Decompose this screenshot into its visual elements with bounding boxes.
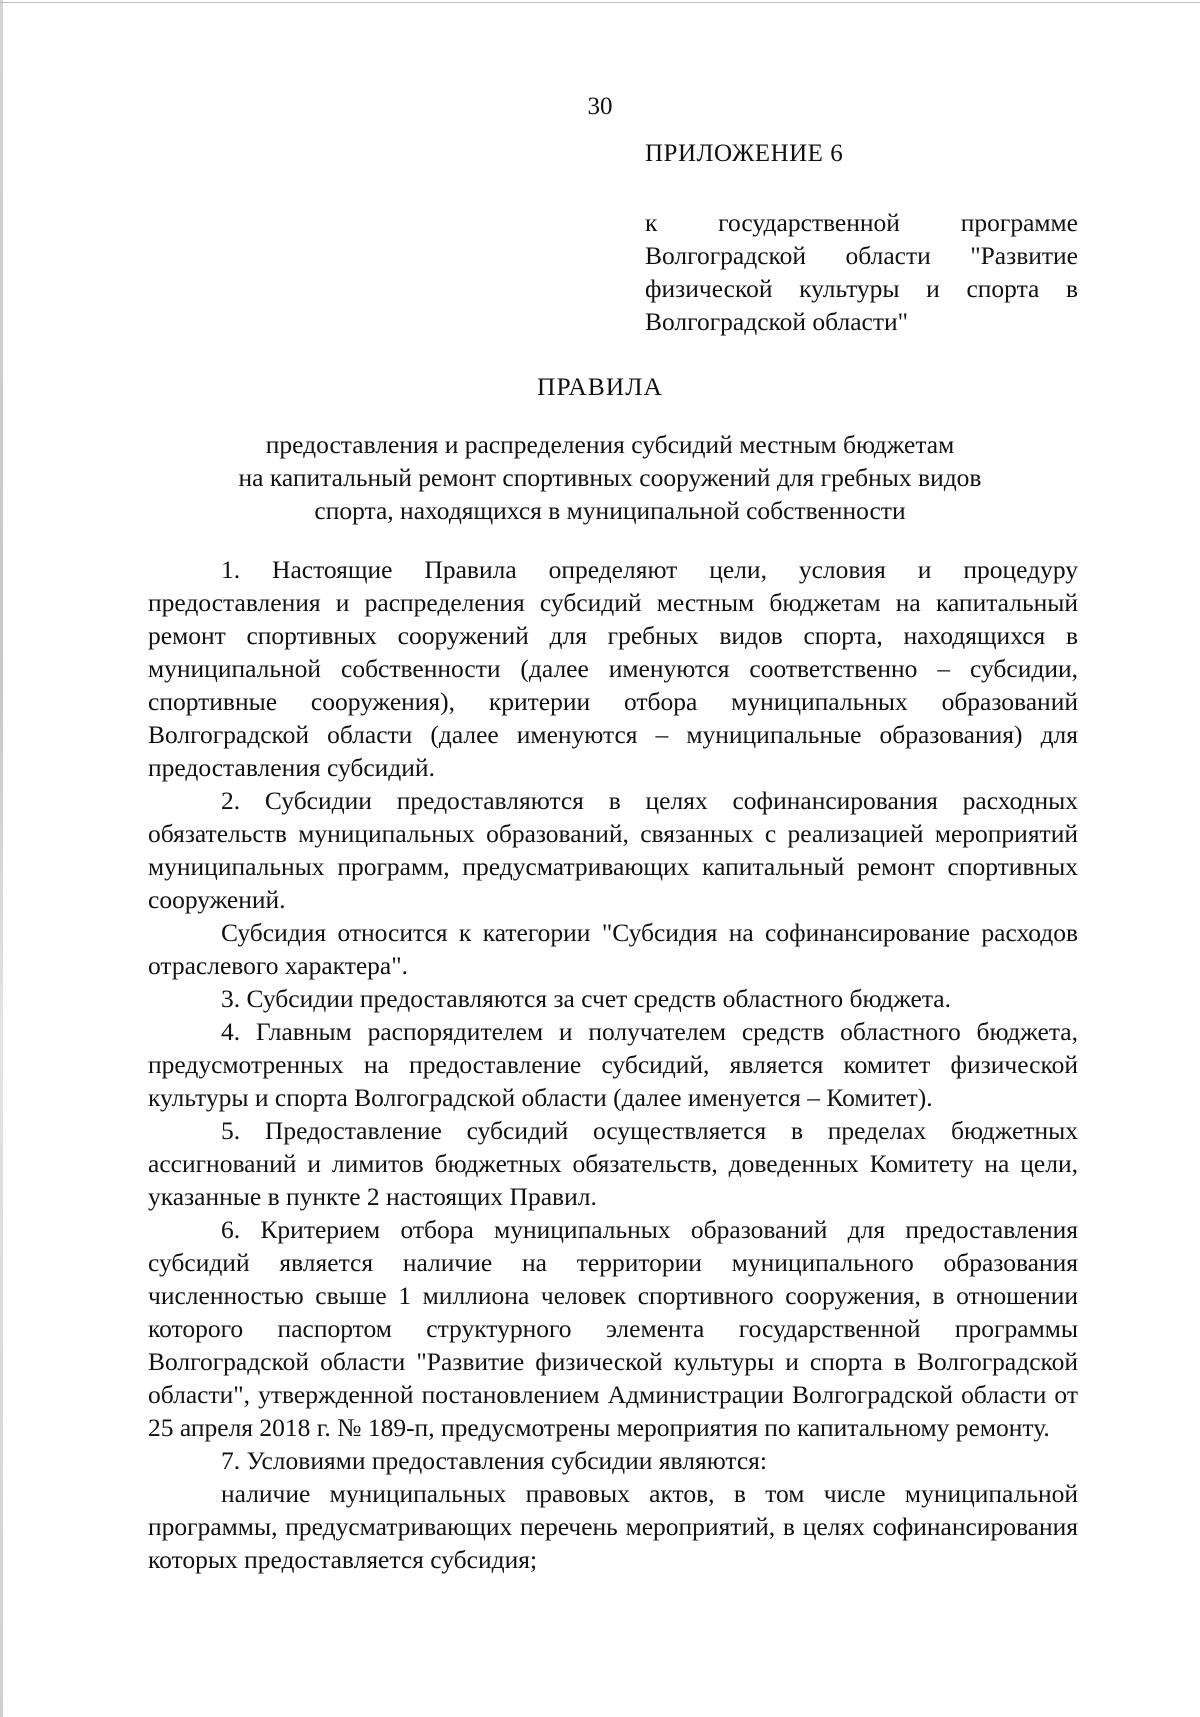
paragraph-3: 3. Субсидии предоставляются за счет средств областного бюджета.: [221, 984, 951, 1013]
subtitle-line: на капитальный ремонт спортивных сооружений для гребных видов: [238, 463, 982, 492]
paragraph-1: 1. Настоящие Правила определяют цели, условия и процедуру предоставления и распределения субсидий местным бюджетам на капитальный ремонт спортивных сооружений для гребных видов спорта, находящихся в муниципальной собственности (далее именуются соответственно – субсидии, спортивные сооружения), критерии отбора муниципальных образований Волгоградской области (далее именуются – муниципальные образования) для предоставления субсидий.: [148, 555, 1078, 782]
paragraph-4: 4. Главным распорядителем и получателем средств областного бюджета, предусмотренных на предоставление субсидий, является комитет физической культуры и спорта Волгоградской области (далее именуется – Комитет).: [148, 1017, 1078, 1112]
paragraph-5: 5. Предоставление субсидий осуществляется в пределах бюджетных ассигнований и лимитов бюджетных обязательств, доведенных Комитету на цели, указанные в пункте 2 настоящих Правил.: [148, 1116, 1078, 1211]
paragraph-6: 6. Критерием отбора муниципальных образований для предоставления субсидий является наличие на территории муниципального образования численностью свыше 1 миллиона человек спортивного сооружения, в отношении которого паспортом структурного элемента государственной программы Волгоградской области "Развитие физической культуры и спорта в Волгоградской области", утвержденной постановлением Администрации Волгоградской области от 25 апреля 2018 г. № 189-п, предусмотрены мероприятия по капитальному ремонту.: [148, 1215, 1078, 1442]
document-body: [148, 553, 1078, 1576]
paragraph-2: 2. Субсидии предоставляются в целях софинансирования расходных обязательств муниципальных образований, связанных с реализацией мероприятий муниципальных программ, предусматривающих капитальный ремонт спортивных сооружений.: [148, 786, 1078, 914]
top-edge-line: [0, 2, 1200, 3]
paragraph-7: 7. Условиями предоставления субсидии являются:: [221, 1446, 767, 1475]
appendix-title: ПРИЛОЖЕНИЕ 6: [645, 140, 844, 167]
document-title: ПРАВИЛА: [537, 372, 663, 401]
appendix-note: к государственной программе Волгоградской области "Развитие физической культуры и спорта в Волгоградской области": [645, 208, 1078, 336]
page-number: 30: [587, 93, 613, 120]
subtitle-line: предоставления и распределения субсидий местным бюджетам: [265, 430, 955, 459]
subtitle-line: спорта, находящихся в муниципальной собственности: [314, 496, 906, 525]
paragraph-7-condition: наличие муниципальных правовых актов, в том числе муниципальной программы, предусматривающих перечень мероприятий, в целях софинансирования которых предоставляется субсидия;: [148, 1479, 1078, 1574]
document-subtitle: [185, 428, 1035, 527]
scan-edge: [0, 0, 3, 1717]
paragraph-2-category: Субсидия относится к категории "Субсидия на софинансирование расходов отраслевого характера".: [148, 918, 1078, 980]
